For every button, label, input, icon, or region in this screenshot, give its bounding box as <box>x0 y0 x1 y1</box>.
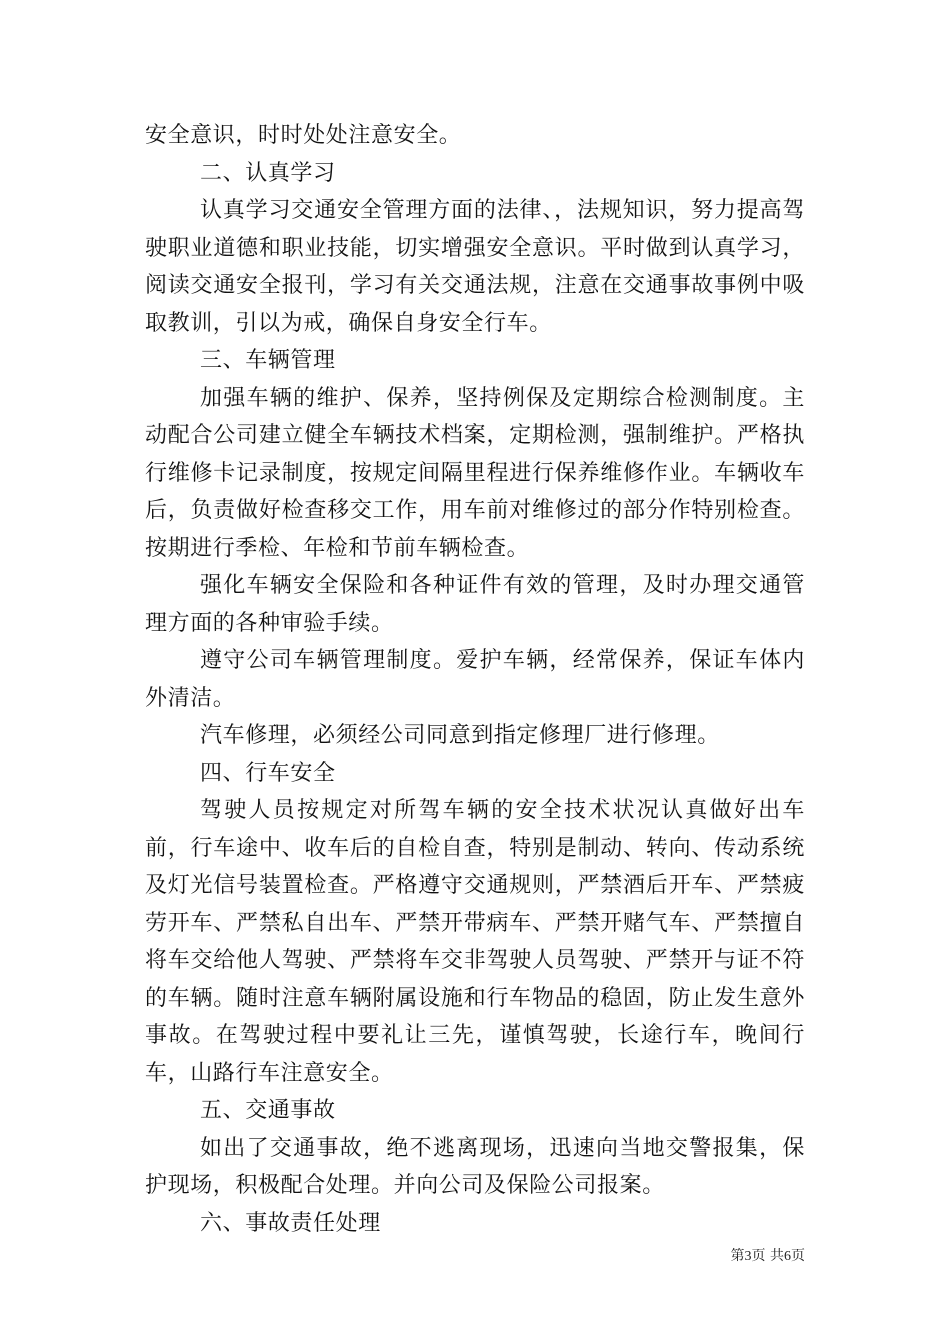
footer-suffix: 页 <box>791 1248 805 1264</box>
paragraph-traffic-accident: 如出了交通事故，绝不逃离现场，迅速向当地交警报集，保护现场，积极配合处理。并向公司及保险公司报案。 <box>145 1135 805 1198</box>
section-heading-vehicle-management: 三、车辆管理 <box>200 348 336 373</box>
paragraph-continuation: 安全意识，时时处处注意安全。 <box>145 123 462 148</box>
paragraph-vehicle-insurance: 强化车辆安全保险和各种证件有效的管理，及时办理交通管理方面的各种审验手续。 <box>145 573 805 636</box>
paragraph-driving-safety: 驾驶人员按规定对所驾车辆的安全技术状况认真做好出车前，行车途中、收车后的自检自查，特别是制动、转向、传动系统及灯光信号装置检查。严格遵守交通规则，严禁酒后开车、严禁疲劳开车、严禁私自出车、严禁开带病车、严禁开赌气车、严禁擅自将车交给他人驾驶、严禁将车交非驾驶人员驾驶、严禁开与证不符的车辆。随时注意车辆附属设施和行车物品的稳固，防止发生意外事故。在驾驶过程中要礼让三先，谨慎驾驶，长途行车，晚间行车，山路行车注意安全。 <box>145 798 805 1086</box>
paragraph-vehicle-repair: 汽车修理，必须经公司同意到指定修理厂进行修理。 <box>200 723 720 748</box>
page-number-footer <box>731 1247 805 1266</box>
document-body <box>145 117 805 1242</box>
section-heading-liability: 六、事故责任处理 <box>200 1210 381 1236</box>
total-pages-number: 6 <box>784 1249 791 1264</box>
footer-middle: 页 共 <box>751 1248 784 1264</box>
paragraph-vehicle-maintenance: 加强车辆的维护、保养，坚持例保及定期综合检测制度。主动配合公司建立健全车辆技术档案，定期检测，强制维护。严格执行维修卡记录制度，按规定间隔里程进行保养维修作业。车辆收车后，负责做好检查移交工作，用车前对维修过的部分作特别检查。按期进行季检、年检和节前车辆检查。 <box>145 385 805 561</box>
section-heading-driving-safety: 四、行车安全 <box>200 760 336 786</box>
section-heading-traffic-accident: 五、交通事故 <box>200 1098 336 1123</box>
paragraph-study: 认真学习交通安全管理方面的法律、，法规知识，努力提高驾驶职业道德和职业技能，切实增强安全意识。平时做到认真学习，阅读交通安全报刊，学习有关交通法规，注意在交通事故事例中吸取教训，引以为戒，确保自身安全行车。 <box>145 198 805 336</box>
paragraph-vehicle-rules: 遵守公司车辆管理制度。爱护车辆，经常保养，保证车体内外清洁。 <box>145 648 805 711</box>
current-page-number: 3 <box>744 1249 752 1264</box>
section-heading-study: 二、认真学习 <box>200 160 336 186</box>
footer-prefix: 第 <box>730 1248 745 1264</box>
